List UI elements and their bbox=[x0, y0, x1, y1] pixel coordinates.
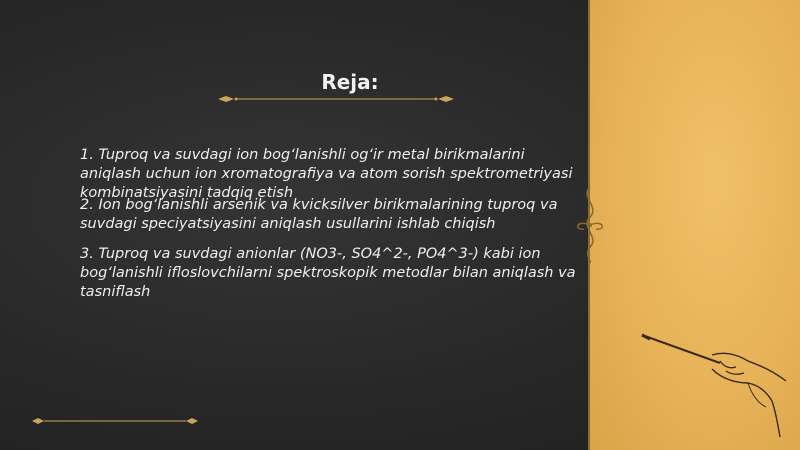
slide-title: Reja: bbox=[321, 70, 379, 94]
ornamental-rule-icon bbox=[30, 416, 200, 426]
list-item: 1. Tuproq va suvdagi ion bog‘lanishli og‘ir metal birikmalarini aniqlash uchun ion xromatografiya va atom sorish spektrometriyasi kombinatsiyasini tadqiq etish bbox=[80, 147, 573, 201]
ornamental-rule-icon bbox=[216, 93, 456, 105]
list-item: 3. Tuproq va suvdagi anionlar (NO3-, SO4^2-, PO4^3-) kabi ion bog‘lanishli ifloslovchilarni spektroskopik metodlar bilan aniqlash va tasniflash bbox=[80, 246, 576, 300]
hand-with-pen-illustration-icon bbox=[640, 325, 790, 440]
list-item: 2. Ion bog‘lanishli arsenik va kvicksilver birikmalarining tuproq va suvdagi speciyatsiyasini aniqlash usullarini ishlab chiqish bbox=[80, 197, 558, 232]
scroll-ornament-icon bbox=[570, 185, 610, 265]
